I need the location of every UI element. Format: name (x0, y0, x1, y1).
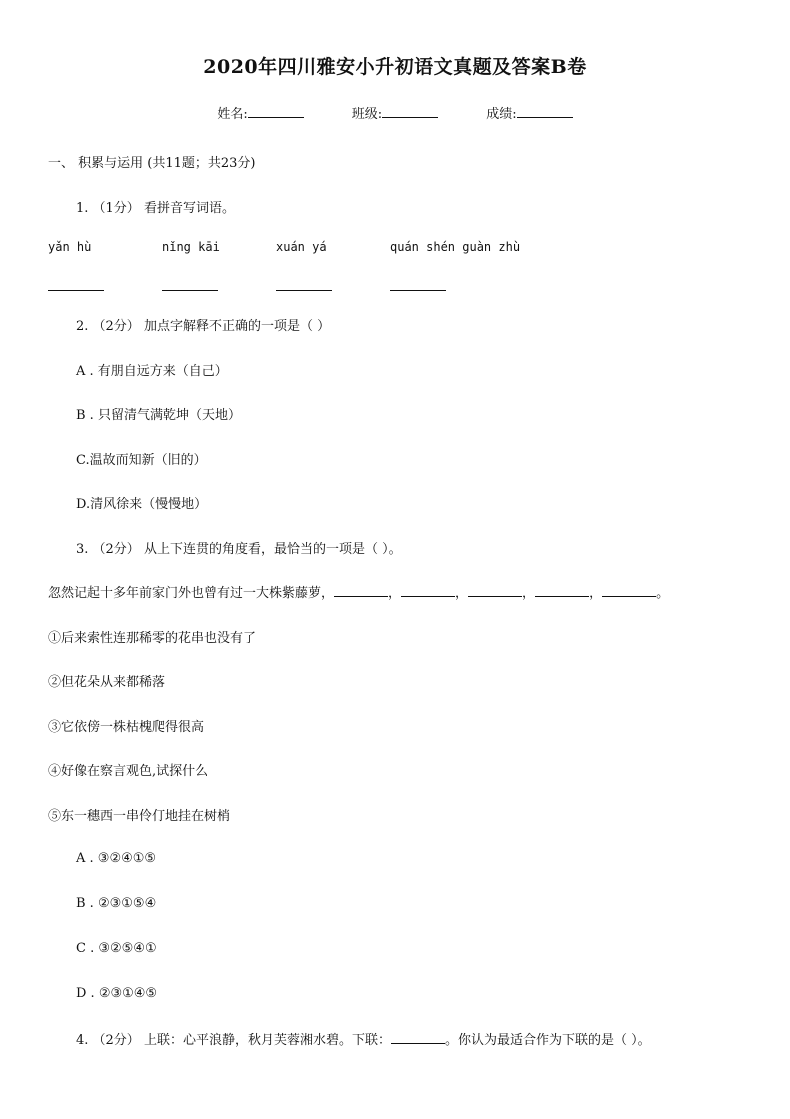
question-4-stem-start: 4. （2分） 上联：心平浪静，秋月芙蓉湘水碧。下联： (76, 1033, 391, 1048)
answer-blank (390, 290, 446, 291)
pinyin-item: quán shén guàn zhù (390, 240, 521, 254)
score-field (486, 103, 572, 122)
question-3-sentence (48, 582, 669, 601)
class-field (352, 103, 438, 122)
option-c: C . ③②⑤④① (76, 941, 157, 956)
pinyin-item: yǎn hù (48, 240, 92, 254)
sentence-item: ⑤东一穗西一串伶仃地挂在树梢 (48, 809, 231, 824)
option-d: D.清风徐来（慢慢地） (76, 497, 208, 512)
sentence-separator: ， (455, 586, 469, 601)
class-blank (382, 105, 438, 118)
sentence-separator: ， (388, 586, 402, 601)
answer-blank (162, 290, 218, 291)
sentence-separator: ， (522, 586, 536, 601)
sentence-separator: ， (589, 586, 603, 601)
question-3-stem: 3. （2分） 从上下连贯的角度看，最恰当的一项是（ ）。 (76, 542, 402, 557)
question-2-stem: 2. （2分） 加点字解释不正确的一项是（ ） (76, 319, 331, 334)
score-blank (517, 105, 573, 118)
sentence-blank (602, 584, 656, 597)
answer-blank (276, 290, 332, 291)
sentence-blank (401, 584, 455, 597)
name-blank (248, 105, 304, 118)
sentence-blank (334, 584, 388, 597)
page-title: 2020年四川雅安小升初语文真题及答案B卷 (203, 56, 587, 78)
student-info-row (0, 103, 790, 122)
answer-blank-row (48, 280, 748, 292)
sentence-item: ④好像在察言观色,试探什么 (48, 764, 209, 779)
name-field (217, 103, 303, 122)
question-4-stem (76, 1029, 651, 1048)
sentence-blank (468, 584, 522, 597)
couplet-blank (391, 1031, 445, 1044)
option-c: C.温故而知新（旧的） (76, 453, 207, 468)
option-b: B . ②③①⑤④ (76, 896, 157, 911)
class-label: 班级: (351, 107, 383, 122)
name-label: 姓名: (217, 107, 248, 122)
sentence-item: ①后来索性连那稀零的花串也没有了 (48, 631, 257, 646)
option-b: B . 只留清气满乾坤（天地） (76, 408, 241, 423)
sentence-blank (535, 584, 589, 597)
section-heading: 一、 积累与运用 (共11题；共23分) (48, 156, 256, 171)
pinyin-item: nǐng kāi (162, 240, 220, 254)
answer-blank (48, 290, 104, 291)
sentence-end: 。 (656, 586, 670, 601)
sentence-item: ③它依傍一株枯槐爬得很高 (48, 720, 205, 735)
question-4-stem-end: 。你认为最适合作为下联的是（ ）。 (444, 1033, 651, 1048)
option-d: D . ②③①④⑤ (76, 986, 158, 1001)
option-a: A . 有朋自远方来（自己） (76, 364, 228, 379)
option-a: A . ③②④①⑤ (76, 851, 157, 866)
score-label: 成绩: (486, 107, 517, 122)
question-1-stem: 1. （1分） 看拼音写词语。 (76, 201, 235, 216)
pinyin-item: xuán yá (276, 240, 327, 254)
sentence-item: ②但花朵从来都稀落 (48, 675, 166, 690)
sentence-start: 忽然记起十多年前家门外也曾有过一大株紫藤萝， (48, 586, 335, 601)
